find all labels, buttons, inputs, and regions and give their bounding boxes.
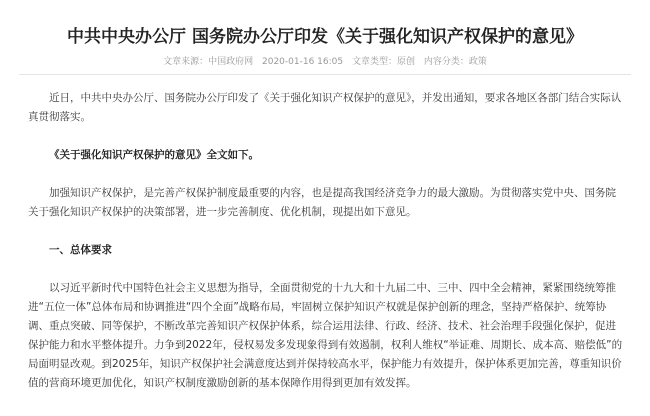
section-heading: 一、总体要求 xyxy=(49,244,112,256)
paragraph-fulltext-heading: 《关于强化知识产权保护的意见》全文如下。 xyxy=(49,149,259,161)
paragraph-intro: 近日，中共中央办公厅、国务院办公厅印发了《关于强化知识产权保护的意见》，并发出通知，要求各地区各部门结合实际认真贯彻落实。 xyxy=(28,92,622,123)
article-meta xyxy=(0,54,650,67)
header-divider xyxy=(19,74,631,75)
meta-type: 文章类型：原创 xyxy=(351,57,415,67)
article-title: 中共中央办公厅 国务院办公厅印发《关于强化知识产权保护的意见》 xyxy=(67,27,583,47)
meta-date: 2020-01-16 16:05 xyxy=(262,57,344,67)
paragraph-preamble: 加强知识产权保护，是完善产权保护制度最重要的内容，也是提高我国经济竞争力的最大激励。为贯彻落实党中央、国务院关于强化知识产权保护的决策部署，进一步完善制度、优化机制，现提出如下意见。 xyxy=(28,187,616,218)
article-body xyxy=(28,89,626,393)
meta-category: 内容分类：政策 xyxy=(423,57,487,67)
meta-source: 文章来源：中国政府网 xyxy=(163,57,254,67)
paragraph-general-requirements: 以习近平新时代中国特色社会主义思想为指导，全面贯彻党的十九大和十九届二中、三中、四中全会精神，紧紧围绕统筹推进“五位一体”总体布局和协调推进“四个全面”战略布局，牢固树立保护知识产权就是保护创新的理念，坚持严格保护、统筹协调、重点突破、同等保护，不断改革完善知识产权保护体系，综合运用法律、行政、经济、技术、社会治理手段强化保护，促进保护能力和水平整体提升。力争到2022年，侵权易发多发现象得到有效遏制，权利人维权“举证难、周期长、成本高、赔偿低”的局面明显改观。到2025年，知识产权保护社会满意度达到并保持较高水平，保护能力有效提升，保护体系更加完善，尊重知识价值的营商环境更加优化，知识产权制度激励创新的基本保障作用得到更加有效发挥。 xyxy=(28,282,623,389)
